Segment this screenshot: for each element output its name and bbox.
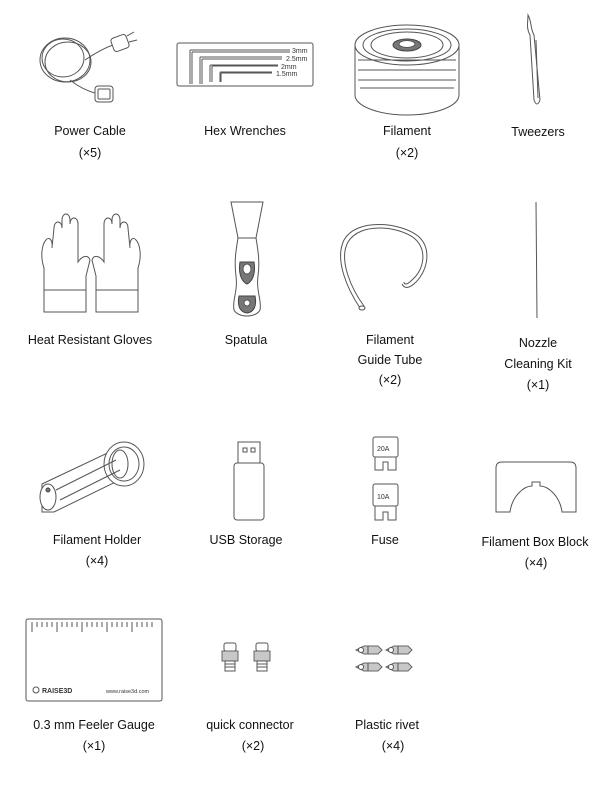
rivet-mark xyxy=(356,646,382,654)
rivet-mark xyxy=(386,646,412,654)
item-quantity: (×1) xyxy=(82,739,106,753)
item-quantity: (×2) xyxy=(241,739,265,753)
brand-url: www.raise3d.com xyxy=(106,689,150,695)
size-label: 2mm xyxy=(281,64,297,71)
item-name-line2: Guide Tube xyxy=(357,353,423,367)
item-name: quick connector xyxy=(206,718,294,732)
item-quantity: (×4) xyxy=(85,554,109,568)
item-name: Fuse xyxy=(371,533,399,547)
item-quantity: (×4) xyxy=(381,739,405,753)
item-quantity: (×4) xyxy=(524,556,548,570)
size-label: 3mm xyxy=(292,48,308,55)
rivet-mark xyxy=(356,663,382,671)
brand-logo: RAISE3D xyxy=(42,688,73,695)
item-name-line2: Cleaning Kit xyxy=(504,357,572,371)
item-quantity: (×1) xyxy=(526,378,550,392)
item-quantity: (×2) xyxy=(395,146,419,160)
item-name: USB Storage xyxy=(209,533,283,547)
item-quantity: (×2) xyxy=(378,373,402,387)
item-name: Filament Holder xyxy=(52,533,142,547)
rivet-mark xyxy=(386,663,412,671)
item-name: Spatula xyxy=(224,333,268,347)
item-name: Tweezers xyxy=(511,125,565,139)
size-label: 1.5mm xyxy=(276,71,298,78)
item-name: Filament xyxy=(383,124,431,138)
item-name: Nozzle xyxy=(518,336,558,350)
item-name: Heat Resistant Gloves xyxy=(27,333,153,347)
item-name: Hex Wrenches xyxy=(204,124,286,138)
size-label: 2.5mm xyxy=(286,56,308,63)
item-name: Power Cable xyxy=(54,124,126,138)
item-name: Filament xyxy=(366,333,414,347)
fuse-rating: 10A xyxy=(377,494,390,501)
item-name: 0.3 mm Feeler Gauge xyxy=(33,718,155,732)
item-quantity: (×5) xyxy=(78,146,102,160)
item-name: Plastic rivet xyxy=(355,718,419,732)
fuse-rating: 20A xyxy=(377,446,390,453)
item-name: Filament Box Block xyxy=(481,535,589,549)
